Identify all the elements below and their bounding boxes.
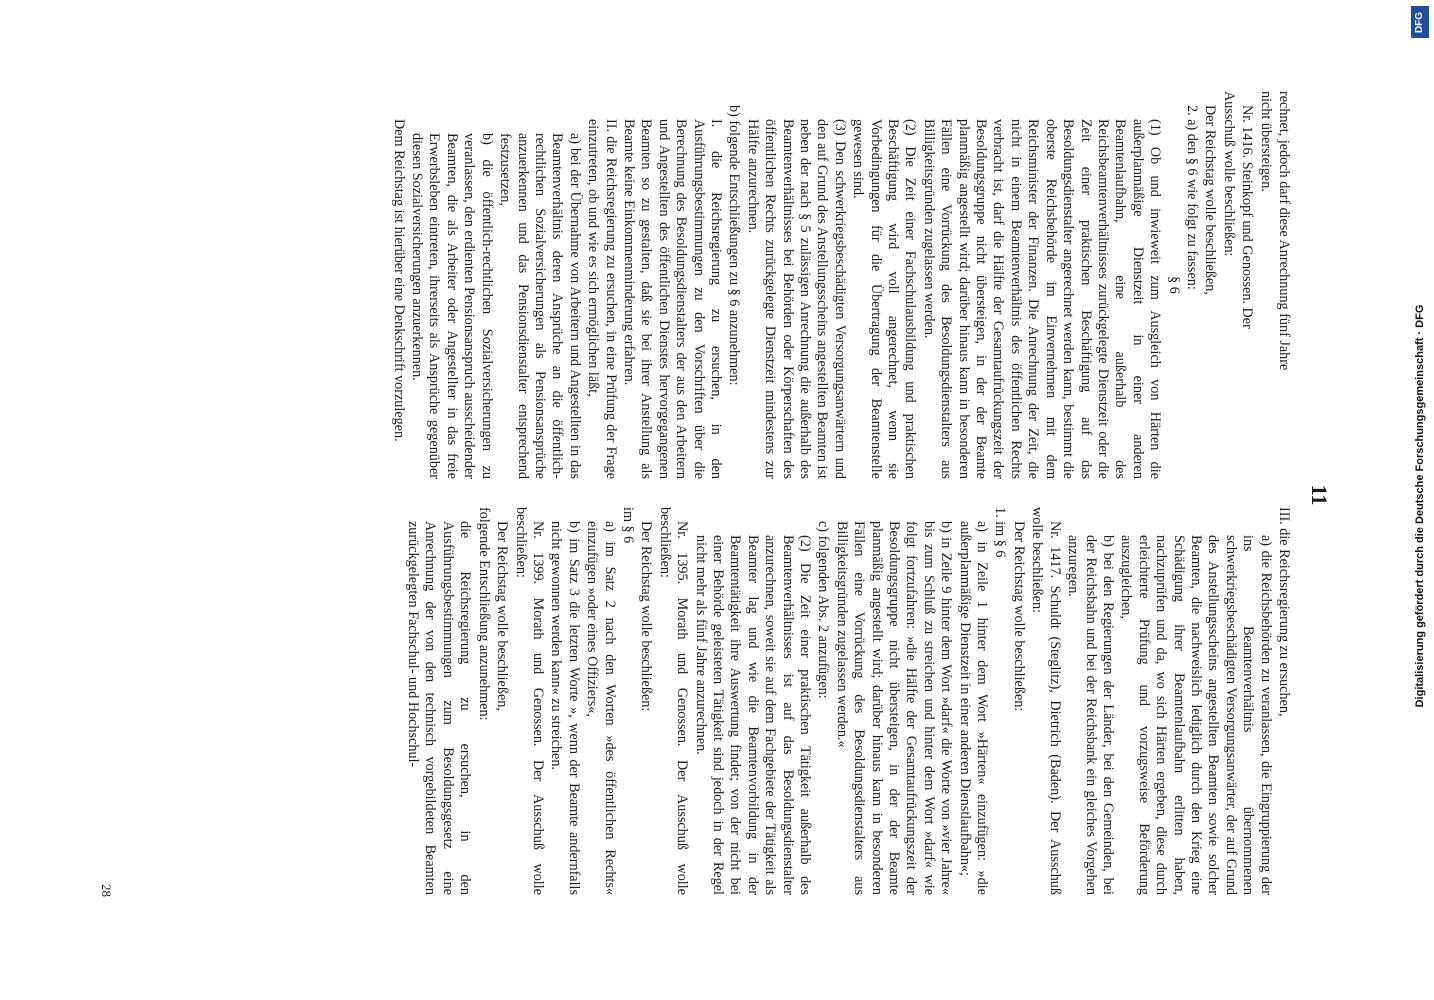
paragraph: (3) Den schwerkriegsbeschädigten Versorgungsanwärtern und den auf Grund des Anstellungsscheins angestellten Beamten ist neben der nach § 5 zulässigen Anrechnung die außerhalb des Beamtenverhältnisses bei Behörden oder Körperschaften des öffentlichen Rechts zurückgelegte Dienstzeit mindestens zur Hälfte anzurechnen. xyxy=(744,119,848,479)
motion-heading: Nr. 1399. Morath und Genossen. Der Ausschuß wolle beschließen: xyxy=(512,507,546,895)
right-column xyxy=(403,507,1292,895)
list-item: III. die Reichsregierung zu ersuchen, xyxy=(1276,507,1292,717)
digitization-credit: Digitalisierung gefördert durch die Deutsche Forschungsgemeinschaft · DFG xyxy=(1414,304,1426,708)
motion-heading: Nr. 1395. Morath und Genossen. Der Ausschuß wolle beschließen: xyxy=(656,507,691,895)
paragraph: (2) Die Zeit einer praktischen Tätigkeit außerhalb des Beamtenverhältnisses ist auf das Besoldungsdienstalter anzurechnen, soweit sie auf dem Fachgebiete der Tätigkeit als Beamter lag und wie die Beamtenvorbildung in der Beamtentätigkeit ihre Auswertung findet; von der nicht bei einer Behörde geleisteten Tätigkeit sind jedoch in der Regel nicht mehr als fünf Jahre anzurechnen. xyxy=(692,535,814,895)
list-item: b) bei den Regierungen der Länder, bei den Gemeinden, bei der Reichsbahn und bei der Reichsbank ein gleiches Vorgehen anzuregen. xyxy=(1065,535,1116,895)
list-item: c) folgenden Abs. 2 anzufügen: xyxy=(815,521,832,699)
left-column xyxy=(388,91,1292,479)
paragraph: Dem Reichstag ist hierüber eine Denkschrift vorzulegen. xyxy=(390,119,407,442)
list-item: a) im Satz 2 nach den Worten »des öffentlichen Rechts« einzufügen »oder eines Offiziers«, xyxy=(584,521,618,895)
dfg-logo-icon: DFG xyxy=(1411,6,1429,38)
footer-page-number: 28 xyxy=(99,884,114,897)
paragraph: nicht übersteigen. xyxy=(1257,91,1274,192)
list-item: a) bei der Übernahme von Arbeitern und Angestellten in das Beamtenverhältnis deren Ansprüche an die öffentlich-rechtlichen Sozialversicherungen als Pensionsansprüche anzuerkennen und das Pensionsdienstalter entsprechend festzusetzen, xyxy=(497,133,583,479)
paragraph: Ausschuß wolle beschließen: xyxy=(1220,91,1237,257)
section-heading: § 6 xyxy=(1165,276,1182,294)
paragraph: Der Reichstag wolle beschließen: xyxy=(638,521,655,712)
paragraph: folgende Entschließung anzunehmen: xyxy=(475,507,492,721)
list-item: a) in Zeile 1 hinter dem Wort »Härten« einzufügen: »die außerplanmäßige Dienstzeit in einer anderen Dienstlaufbahn«; xyxy=(956,521,991,895)
paragraph: rechnet, jedoch darf diese Anrechnung fünf Jahre xyxy=(1276,91,1292,371)
list-item: 2. a) den § 6 wie folgt zu fassen: xyxy=(1183,105,1200,290)
paragraph: die Reichsregierung zu ersuchen, in den Ausführungsbestimmungen zum Besoldungsgesetz eine Anrechnung der von den technisch vorgebildeten Beamten zurückgelegten Fachschul- und Hochschul- xyxy=(405,521,474,895)
list-item: b) die öffentlich-rechtlichen Sozialversicherungen zu veranlassen, den erdienten Pensionsanspruch ausscheidender Beamten, die als Arbeiter oder Angestellter in das freie Erwerbsleben eintreten, ihrerseits als Ansprüche gegenüber diesen Sozialversicherungen anzuerkennen. xyxy=(409,133,495,479)
document-page xyxy=(92,85,1332,905)
list-item: b) in Zeile 9 hinter dem Wort »darf« die Worte von »vier Jahre« bis zum Schluß zu streichen und hinter dem Wort »darf« wie folgt fortzufahren: »die Hälfte der Gesamtaufrückungszeit der Besoldungsgruppe nicht übersteigen, in der der Beamte planmäßig angestellt wird; darüber hinaus kann in besonderen Fällen eine Vorrückung des Besoldungsdienstalters aus Billigkeitsgründen zugelassen werden.« xyxy=(833,521,955,895)
digitization-sidebar xyxy=(1406,0,1434,1000)
paragraph: Der Reichstag wolle beschließen, xyxy=(1202,105,1219,295)
list-item: 1. im § 6 xyxy=(992,507,1009,558)
list-item: a) die Reichsbehörden zu veranlassen, die Eingruppierung der ins Beamtenverhältnis übernommenen schwerkriegsbeschädigten Versorgungsanwärter, der auf Grund des Anstellungsscheins angestellten Beamten sowie solcher Beamten, die nachweislich lediglich durch den Krieg eine Schädigung ihrer Beamtenlaufbahn erlitten haben, nachzuprüfen und da, wo sich Härten ergeben, diese durch erleichterte Prüfung und vorzugsweise Beförderung auszugleichen, xyxy=(1118,535,1274,895)
scanned-document xyxy=(92,85,1332,905)
list-item: im § 6 xyxy=(619,507,636,544)
motion-heading: Nr. 1416. Steinkopf und Genossen. Der xyxy=(1239,105,1256,329)
paragraph: (2) Die Zeit einer Fachschulausbildung und praktischen Beschäftigung wird voll angerechnet, wenn sie Vorbedingungen für die Übertragung der Beamtenstelle gewesen sind. xyxy=(850,119,919,479)
paragraph: Der Reichstag wolle beschließen, xyxy=(494,521,511,711)
list-item: II. die Reichsregierung zu ersuchen, in eine Prüfung der Frage einzutreten, ob und wie es sich ermöglichen läßt, xyxy=(585,119,619,479)
motion-heading: Nr. 1417. Schuldt (Steglitz), Dietrich (Baden). Der Ausschuß wolle beschließen: xyxy=(1029,507,1063,895)
paragraph: Der Reichstag wolle beschließen: xyxy=(1010,521,1027,712)
list-item: I. die Reichsregierung zu ersuchen, in den Ausführungsbestimmungen zu den Vorschriften über die Berechnung des Besoldungsdienstalters der aus den Arbeitern und Angestellten des öffentlichen Dienstes hervorgegangenen Beamten so zu gestalten, daß sie bei ihrer Anstellung als Beamte keine Einkommenminderung erfahren. xyxy=(620,119,724,479)
list-item: b) folgende Entschließungen zu § 6 anzunehmen: xyxy=(726,105,743,386)
paragraph: (1) Ob und inwieweit zum Ausgleich von Härten die außerplanmäßige Dienstzeit in einer anderen Beamtenlaufbahn, eine außerhalb des Reichsbeamtenverhältnisses zurückgelegte Dienstzeit oder die Zeit einer praktischen Beschäftigung auf das Besoldungsdienstalter angerechnet werden kann, bestimmt die oberste Reichsbehörde im Einvernehmen mit dem Reichsminister der Finanzen. Die Anrechnung der Zeit, die nicht in einem Beamtenverhältnis des öffentlichen Rechts verbracht ist, darf die Hälfte der Gesamtaufrückungszeit der Besoldungsgruppe nicht übersteigen, in der der Beamte planmäßig angestellt wird; darüber hinaus kann in besonderen Fällen eine Vorrückung des Besoldungsdienstalters aus Billigkeitsgründen zugelassen werden. xyxy=(920,119,1164,479)
page-number: 11 xyxy=(1307,484,1332,506)
list-item: b) im Satz 3 die letzten Worte », wenn der Beamte andernfalls nicht gewonnen werden kann« zu streichen. xyxy=(548,521,582,895)
